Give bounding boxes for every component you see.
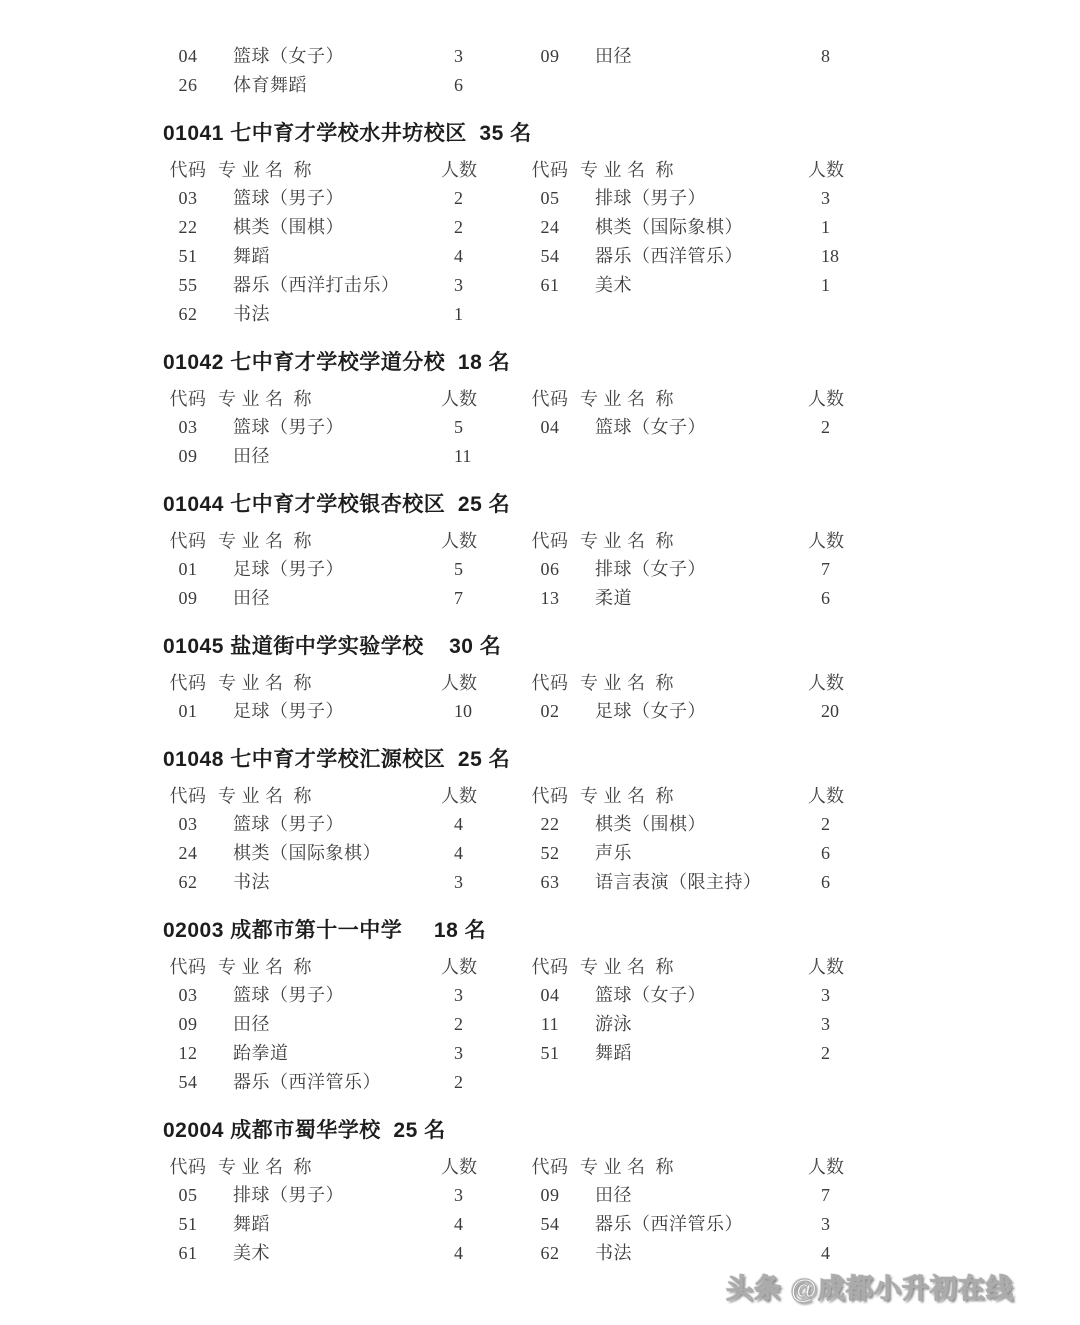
table-row [163, 868, 1080, 897]
specialty-code: 05 [540, 188, 560, 208]
specialty-count: 2 [454, 1014, 463, 1034]
table-header-row [163, 1153, 1080, 1181]
specialty-name: 棋类（围棋） [595, 814, 706, 834]
specialty-name: 美术 [233, 1243, 270, 1263]
specialty-count: 3 [821, 1014, 830, 1034]
school-section-title: 01044 七中育才学校银杏校区 25 名 [163, 493, 511, 516]
specialty-code [525, 1068, 575, 1097]
column-header-name: 专 业 名 称 [580, 531, 674, 551]
specialty-count: 3 [821, 985, 830, 1005]
specialty-count: 2 [821, 1043, 830, 1063]
table-header-row [163, 782, 1080, 810]
specialty-name: 跆拳道 [233, 1043, 289, 1063]
school-section-title: 02003 成都市第十一中学 18 名 [163, 919, 487, 942]
column-header-count: 人数 [441, 531, 477, 551]
specialty-code: 51 [540, 1043, 560, 1063]
specialty-count: 6 [821, 872, 830, 892]
specialty-name: 篮球（男子） [233, 814, 344, 834]
column-header-name: 专 业 名 称 [218, 673, 312, 693]
school-section-title: 01042 七中育才学校学道分校 18 名 [163, 351, 511, 374]
school-section-title: 01041 七中育才学校水井坊校区 35 名 [163, 122, 532, 145]
specialty-name: 篮球（男子） [233, 985, 344, 1005]
table-rows [163, 42, 1080, 100]
specialty-name: 田径 [233, 446, 270, 466]
specialty-name: 排球（男子） [595, 188, 706, 208]
column-header-code: 代码 [169, 1157, 207, 1177]
specialty-code: 02 [540, 701, 560, 721]
specialty-count: 8 [821, 46, 830, 66]
table-rows [163, 413, 1080, 471]
specialty-code [525, 442, 575, 471]
specialty-name: 篮球（女子） [233, 46, 344, 66]
column-gap [495, 1039, 525, 1068]
specialty-count: 3 [454, 275, 463, 295]
column-header-count: 人数 [808, 673, 844, 693]
column-header-code: 代码 [169, 957, 207, 977]
specialty-code: 24 [178, 843, 198, 863]
specialty-name: 器乐（西洋管乐） [595, 1214, 743, 1234]
column-gap [495, 697, 525, 726]
column-gap [495, 271, 525, 300]
specialty-name: 书法 [233, 872, 270, 892]
specialty-code: 24 [540, 217, 560, 237]
table-row [163, 1239, 1080, 1268]
column-gap [495, 385, 525, 413]
specialty-name [575, 1068, 802, 1097]
column-header-code: 代码 [531, 1157, 569, 1177]
table-row [163, 413, 1080, 442]
table-rows [163, 184, 1080, 329]
specialty-name: 篮球（女子） [595, 417, 706, 437]
specialty-name: 舞蹈 [233, 1214, 270, 1234]
specialty-code: 03 [178, 985, 198, 1005]
column-header-count: 人数 [808, 389, 844, 409]
table-row [163, 584, 1080, 613]
specialty-code: 06 [540, 559, 560, 579]
specialty-count: 2 [454, 217, 463, 237]
specialty-code: 05 [178, 1185, 198, 1205]
specialty-name: 舞蹈 [595, 1043, 632, 1063]
specialty-code: 61 [178, 1243, 198, 1263]
column-gap [495, 42, 525, 71]
specialty-count: 6 [821, 588, 830, 608]
specialty-code: 01 [178, 559, 198, 579]
column-gap [495, 1010, 525, 1039]
specialty-code: 55 [178, 275, 198, 295]
column-header-name: 专 业 名 称 [580, 673, 674, 693]
specialty-count: 2 [821, 417, 830, 437]
table-row [163, 555, 1080, 584]
column-gap [495, 1068, 525, 1097]
specialty-code: 61 [540, 275, 560, 295]
specialty-code: 09 [178, 1014, 198, 1034]
specialty-name: 篮球（男子） [233, 188, 344, 208]
column-gap [495, 810, 525, 839]
column-gap [495, 1153, 525, 1181]
specialty-name: 足球（男子） [233, 559, 344, 579]
specialty-count: 4 [454, 843, 463, 863]
specialty-code: 51 [178, 1214, 198, 1234]
table-row [163, 697, 1080, 726]
table-rows [163, 981, 1080, 1097]
specialty-name [575, 442, 802, 471]
column-header-count: 人数 [441, 786, 477, 806]
column-gap [495, 156, 525, 184]
specialty-code: 54 [540, 246, 560, 266]
specialty-name: 美术 [595, 275, 632, 295]
specialty-count: 1 [821, 217, 830, 237]
specialty-count: 7 [454, 588, 463, 608]
specialty-code: 52 [540, 843, 560, 863]
specialty-code [525, 71, 575, 100]
table-rows [163, 697, 1080, 726]
column-gap [495, 413, 525, 442]
specialty-name: 声乐 [595, 843, 632, 863]
column-gap [495, 71, 525, 100]
table-row [163, 300, 1080, 329]
specialty-count: 20 [821, 701, 839, 721]
column-header-code: 代码 [169, 389, 207, 409]
column-header-code: 代码 [531, 673, 569, 693]
column-gap [495, 669, 525, 697]
table-row [163, 242, 1080, 271]
table-row [163, 42, 1080, 71]
specialty-code: 22 [540, 814, 560, 834]
specialty-count: 5 [454, 417, 463, 437]
specialty-count: 6 [821, 843, 830, 863]
column-header-name: 专 业 名 称 [218, 1157, 312, 1177]
table-row [163, 1039, 1080, 1068]
specialty-count: 3 [454, 1043, 463, 1063]
column-header-count: 人数 [808, 160, 844, 180]
school-section [163, 491, 1080, 613]
specialty-name: 棋类（国际象棋） [233, 843, 381, 863]
specialty-code: 09 [178, 446, 198, 466]
specialty-count: 4 [454, 1214, 463, 1234]
column-header-name: 专 业 名 称 [580, 786, 674, 806]
specialty-count: 7 [821, 1185, 830, 1205]
specialty-name: 器乐（西洋管乐） [595, 246, 743, 266]
column-gap [495, 213, 525, 242]
specialty-name: 田径 [233, 588, 270, 608]
table-row [163, 810, 1080, 839]
column-header-code: 代码 [169, 531, 207, 551]
specialty-code: 03 [178, 188, 198, 208]
column-header-code: 代码 [531, 160, 569, 180]
school-section [163, 349, 1080, 471]
table-header-row [163, 953, 1080, 981]
specialty-count [802, 1068, 862, 1097]
specialty-code: 54 [540, 1214, 560, 1234]
column-header-count: 人数 [808, 786, 844, 806]
column-gap [495, 184, 525, 213]
column-header-name: 专 业 名 称 [580, 957, 674, 977]
column-header-code: 代码 [531, 531, 569, 551]
column-header-count: 人数 [808, 1157, 844, 1177]
specialty-code: 03 [178, 814, 198, 834]
specialty-count: 2 [454, 1072, 463, 1092]
specialty-code: 09 [540, 1185, 560, 1205]
column-header-count: 人数 [808, 957, 844, 977]
specialty-count [802, 71, 862, 100]
table-header-row [163, 385, 1080, 413]
watermark: 头条 @成都小升初在线 [726, 1274, 1014, 1304]
column-header-code: 代码 [531, 957, 569, 977]
column-gap [495, 981, 525, 1010]
column-gap [495, 555, 525, 584]
column-gap [495, 442, 525, 471]
specialty-name: 田径 [595, 1185, 632, 1205]
school-section-title: 01045 盐道街中学实验学校 30 名 [163, 635, 502, 658]
specialty-name: 语言表演（限主持） [595, 872, 762, 892]
specialty-name: 游泳 [595, 1014, 632, 1034]
column-gap [495, 584, 525, 613]
table-header-row [163, 669, 1080, 697]
specialty-code: 04 [540, 417, 560, 437]
specialty-code: 13 [540, 588, 560, 608]
column-gap [495, 242, 525, 271]
column-gap [495, 953, 525, 981]
specialty-name: 器乐（西洋管乐） [233, 1072, 381, 1092]
column-header-count: 人数 [808, 531, 844, 551]
specialty-name: 棋类（围棋） [233, 217, 344, 237]
specialty-count: 3 [821, 188, 830, 208]
school-section [163, 1117, 1080, 1268]
table-row [163, 184, 1080, 213]
specialty-count: 1 [454, 304, 463, 324]
table-header-row [163, 527, 1080, 555]
specialty-name [575, 300, 802, 329]
specialty-name: 排球（男子） [233, 1185, 344, 1205]
specialty-name: 篮球（女子） [595, 985, 706, 1005]
column-gap [495, 1181, 525, 1210]
specialty-count: 11 [454, 446, 472, 466]
column-gap [495, 527, 525, 555]
column-header-name: 专 业 名 称 [218, 160, 312, 180]
specialty-count: 3 [454, 872, 463, 892]
table-row [163, 71, 1080, 100]
specialty-count: 10 [454, 701, 472, 721]
specialty-name: 器乐（西洋打击乐） [233, 275, 400, 295]
table-rows [163, 555, 1080, 613]
column-gap [495, 300, 525, 329]
table-row [163, 1010, 1080, 1039]
specialty-name: 排球（女子） [595, 559, 706, 579]
specialty-code: 51 [178, 246, 198, 266]
column-header-count: 人数 [441, 160, 477, 180]
specialty-code: 22 [178, 217, 198, 237]
school-section-title: 02004 成都市蜀华学校 25 名 [163, 1119, 446, 1142]
specialty-code: 04 [178, 46, 198, 66]
table-row [163, 981, 1080, 1010]
specialty-code: 62 [178, 304, 198, 324]
specialty-name [575, 71, 802, 100]
specialty-code: 01 [178, 701, 198, 721]
column-header-name: 专 业 名 称 [218, 957, 312, 977]
specialty-name: 足球（女子） [595, 701, 706, 721]
table-rows [163, 1181, 1080, 1268]
specialty-name: 舞蹈 [233, 246, 270, 266]
specialty-count [802, 442, 862, 471]
table-row [163, 1068, 1080, 1097]
column-header-code: 代码 [169, 160, 207, 180]
specialty-name: 体育舞蹈 [233, 75, 307, 95]
specialty-code: 09 [540, 46, 560, 66]
specialty-code: 12 [178, 1043, 198, 1063]
specialty-name: 书法 [233, 304, 270, 324]
column-header-name: 专 业 名 称 [218, 531, 312, 551]
specialty-code: 62 [178, 872, 198, 892]
specialty-count: 1 [821, 275, 830, 295]
specialty-name: 书法 [595, 1243, 632, 1263]
table-row [163, 839, 1080, 868]
table-row [163, 1181, 1080, 1210]
column-header-name: 专 业 名 称 [580, 389, 674, 409]
specialty-code: 63 [540, 872, 560, 892]
specialty-count: 7 [821, 559, 830, 579]
table-row [163, 442, 1080, 471]
specialty-name: 柔道 [595, 588, 632, 608]
table-rows [163, 810, 1080, 897]
specialty-code [525, 300, 575, 329]
specialty-code: 03 [178, 417, 198, 437]
column-header-code: 代码 [531, 389, 569, 409]
specialty-count: 3 [454, 1185, 463, 1205]
column-gap [495, 1210, 525, 1239]
specialty-count: 4 [821, 1243, 830, 1263]
specialty-code: 09 [178, 588, 198, 608]
specialty-code: 04 [540, 985, 560, 1005]
specialty-name: 田径 [595, 46, 632, 66]
column-header-code: 代码 [531, 786, 569, 806]
specialty-count: 3 [454, 46, 463, 66]
specialty-count: 2 [454, 188, 463, 208]
table-header-row [163, 156, 1080, 184]
column-gap [495, 839, 525, 868]
specialty-name: 田径 [233, 1014, 270, 1034]
specialty-count [802, 300, 862, 329]
table-row [163, 271, 1080, 300]
specialty-count: 4 [454, 814, 463, 834]
specialty-count: 4 [454, 246, 463, 266]
specialty-code: 26 [178, 75, 198, 95]
specialty-name: 棋类（国际象棋） [595, 217, 743, 237]
column-gap [495, 782, 525, 810]
column-header-code: 代码 [169, 673, 207, 693]
school-section [163, 42, 1080, 100]
column-header-name: 专 业 名 称 [218, 389, 312, 409]
column-header-name: 专 业 名 称 [580, 1157, 674, 1177]
specialty-count: 3 [454, 985, 463, 1005]
column-header-name: 专 业 名 称 [218, 786, 312, 806]
school-section [163, 917, 1080, 1097]
specialty-count: 6 [454, 75, 463, 95]
school-section [163, 746, 1080, 897]
school-section-title: 01048 七中育才学校汇源校区 25 名 [163, 748, 511, 771]
school-section [163, 120, 1080, 329]
specialty-code: 62 [540, 1243, 560, 1263]
specialty-count: 4 [454, 1243, 463, 1263]
column-gap [495, 868, 525, 897]
specialty-code: 11 [540, 1014, 560, 1034]
specialty-code: 54 [178, 1072, 198, 1092]
column-header-name: 专 业 名 称 [580, 160, 674, 180]
table-row [163, 1210, 1080, 1239]
column-header-count: 人数 [441, 957, 477, 977]
school-section [163, 633, 1080, 726]
column-gap [495, 1239, 525, 1268]
specialty-count: 2 [821, 814, 830, 834]
specialty-name: 足球（男子） [233, 701, 344, 721]
column-header-count: 人数 [441, 1157, 477, 1177]
specialty-count: 3 [821, 1214, 830, 1234]
specialty-count: 5 [454, 559, 463, 579]
column-header-count: 人数 [441, 389, 477, 409]
specialty-count: 18 [821, 246, 839, 266]
specialty-name: 篮球（男子） [233, 417, 344, 437]
table-row [163, 213, 1080, 242]
column-header-count: 人数 [441, 673, 477, 693]
column-header-code: 代码 [169, 786, 207, 806]
